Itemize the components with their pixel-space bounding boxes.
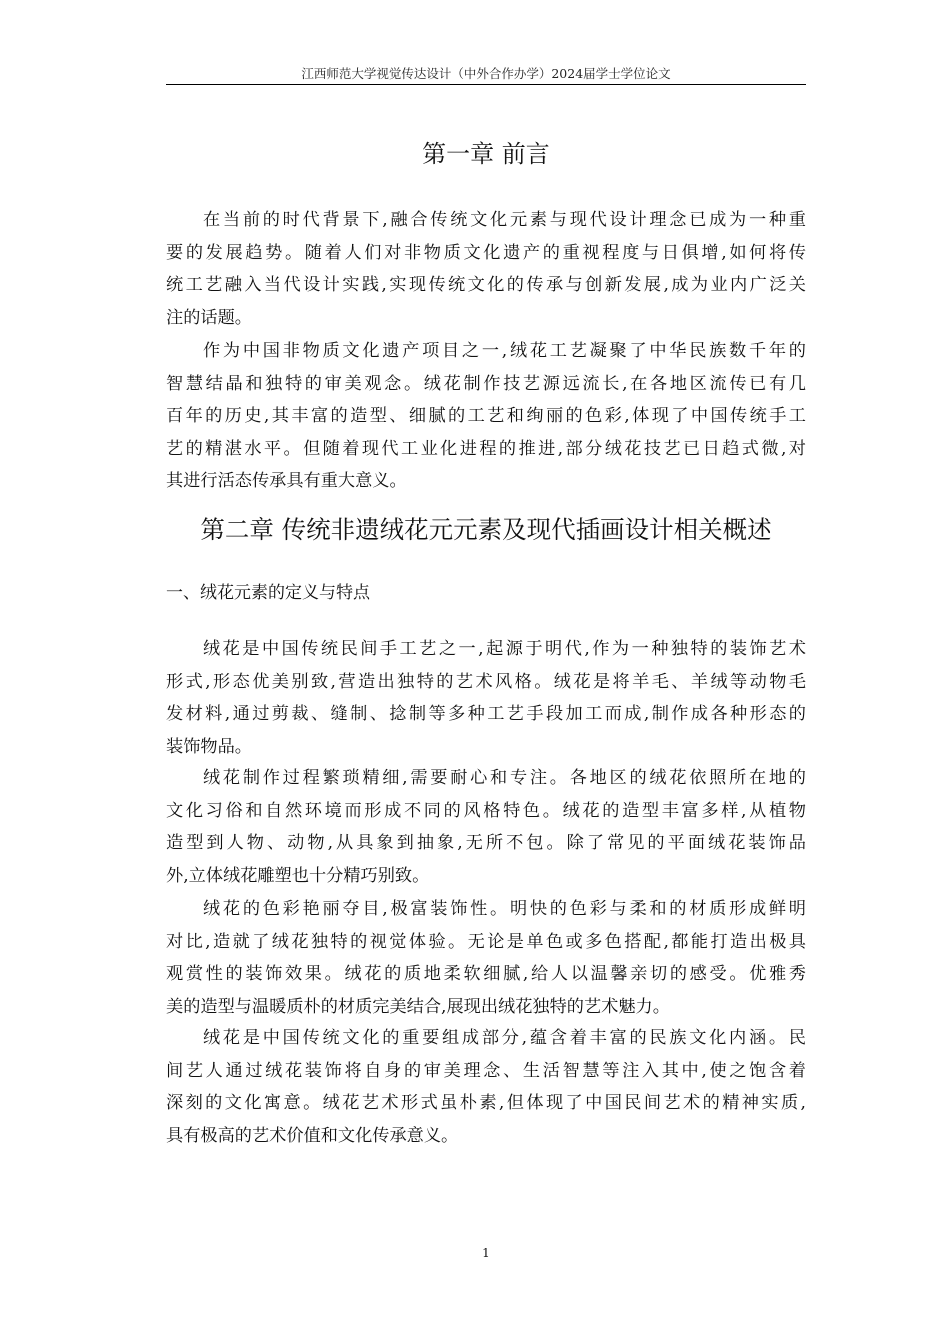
chapter-1-title: 第一章 前言 bbox=[422, 140, 550, 168]
text-line: 发材料,通过剪裁、缝制、捻制等多种工艺手段加工而成,制作成各种形态的 bbox=[166, 704, 806, 724]
text-line: 具有极高的艺术价值和文化传承意义。 bbox=[166, 1125, 459, 1146]
text-line: 作为中国非物质文化遗产项目之一,绒花工艺凝聚了中华民族数千年的 bbox=[203, 341, 806, 361]
text-line: 文化习俗和自然环境而形成不同的风格特色。绒花的造型丰富多样,从植物 bbox=[166, 800, 806, 821]
text-line: 智慧结晶和独特的审美观念。绒花制作技艺源远流长,在各地区流传已有几 bbox=[166, 373, 806, 394]
text-line: 造型到人物、动物,从具象到抽象,无所不包。除了常见的平面绒花装饰品 bbox=[166, 833, 806, 853]
text-line: 在当前的时代背景下,融合传统文化元素与现代设计理念已成为一种重 bbox=[203, 210, 806, 230]
text-line: 统工艺融入当代设计实践,实现传统文化的传承与创新发展,成为业内广泛关 bbox=[166, 275, 806, 295]
text-line: 间艺人通过绒花装饰将自身的审美理念、生活智慧等注入其中,使之饱含着 bbox=[166, 1060, 806, 1081]
text-line: 对比,造就了绒花独特的视觉体验。无论是单色或多色搭配,都能打造出极具 bbox=[166, 931, 806, 952]
chapter-2-title: 第二章 传统非遗绒花元元素及现代插画设计相关概述 bbox=[200, 515, 772, 544]
text-line: 百年的历史,其丰富的造型、细腻的工艺和绚丽的色彩,体现了中国传统手工 bbox=[166, 406, 806, 426]
chapter-1-paragraph-1 bbox=[166, 204, 806, 334]
section-1-title: 一、绒花元素的定义与特点 bbox=[166, 583, 370, 603]
section-1-paragraph-1 bbox=[166, 633, 806, 763]
text-line: 观赏性的装饰效果。绒花的质地柔软细腻,给人以温馨亲切的感受。优雅秀 bbox=[166, 964, 806, 984]
section-1-paragraph-2 bbox=[166, 762, 806, 892]
text-line: 绒花制作过程繁琐精细,需要耐心和专注。各地区的绒花依照所在地的 bbox=[203, 768, 806, 788]
section-1-paragraph-4 bbox=[166, 1022, 806, 1152]
text-line: 艺的精湛水平。但随着现代工业化进程的推进,部分绒花技艺已日趋式微,对 bbox=[166, 438, 806, 459]
text-line: 绒花是中国传统民间手工艺之一,起源于明代,作为一种独特的装饰艺术 bbox=[203, 639, 806, 659]
text-line: 外,立体绒花雕塑也十分精巧别致。 bbox=[166, 865, 430, 886]
section-1-paragraph-3 bbox=[166, 893, 806, 1023]
text-line: 要的发展趋势。随着人们对非物质文化遗产的重视程度与日俱增,如何将传 bbox=[166, 242, 806, 263]
text-line: 其进行活态传承具有重大意义。 bbox=[166, 471, 407, 491]
text-line: 绒花的色彩艳丽夺目,极富装饰性。明快的色彩与柔和的材质形成鲜明 bbox=[203, 899, 806, 919]
text-line: 深刻的文化寓意。绒花艺术形式虽朴素,但体现了中国民间艺术的精神实质, bbox=[166, 1093, 806, 1113]
text-line: 形式,形态优美别致,营造出独特的艺术风格。绒花是将羊毛、羊绒等动物毛 bbox=[166, 671, 806, 692]
text-line: 美的造型与温暖质朴的材质完美结合,展现出绒花独特的艺术魅力。 bbox=[166, 996, 670, 1017]
header-rule bbox=[166, 84, 806, 85]
text-line: 装饰物品。 bbox=[166, 736, 252, 757]
text-line: 注的话题。 bbox=[166, 307, 252, 328]
chapter-1-paragraph-2 bbox=[166, 335, 806, 498]
running-header: 江西师范大学视觉传达设计（中外合作办学）2024届学士学位论文 bbox=[301, 66, 671, 81]
text-line: 绒花是中国传统文化的重要组成部分,蕴含着丰富的民族文化内涵。民 bbox=[203, 1028, 806, 1048]
page-number: 1 bbox=[482, 1246, 490, 1260]
